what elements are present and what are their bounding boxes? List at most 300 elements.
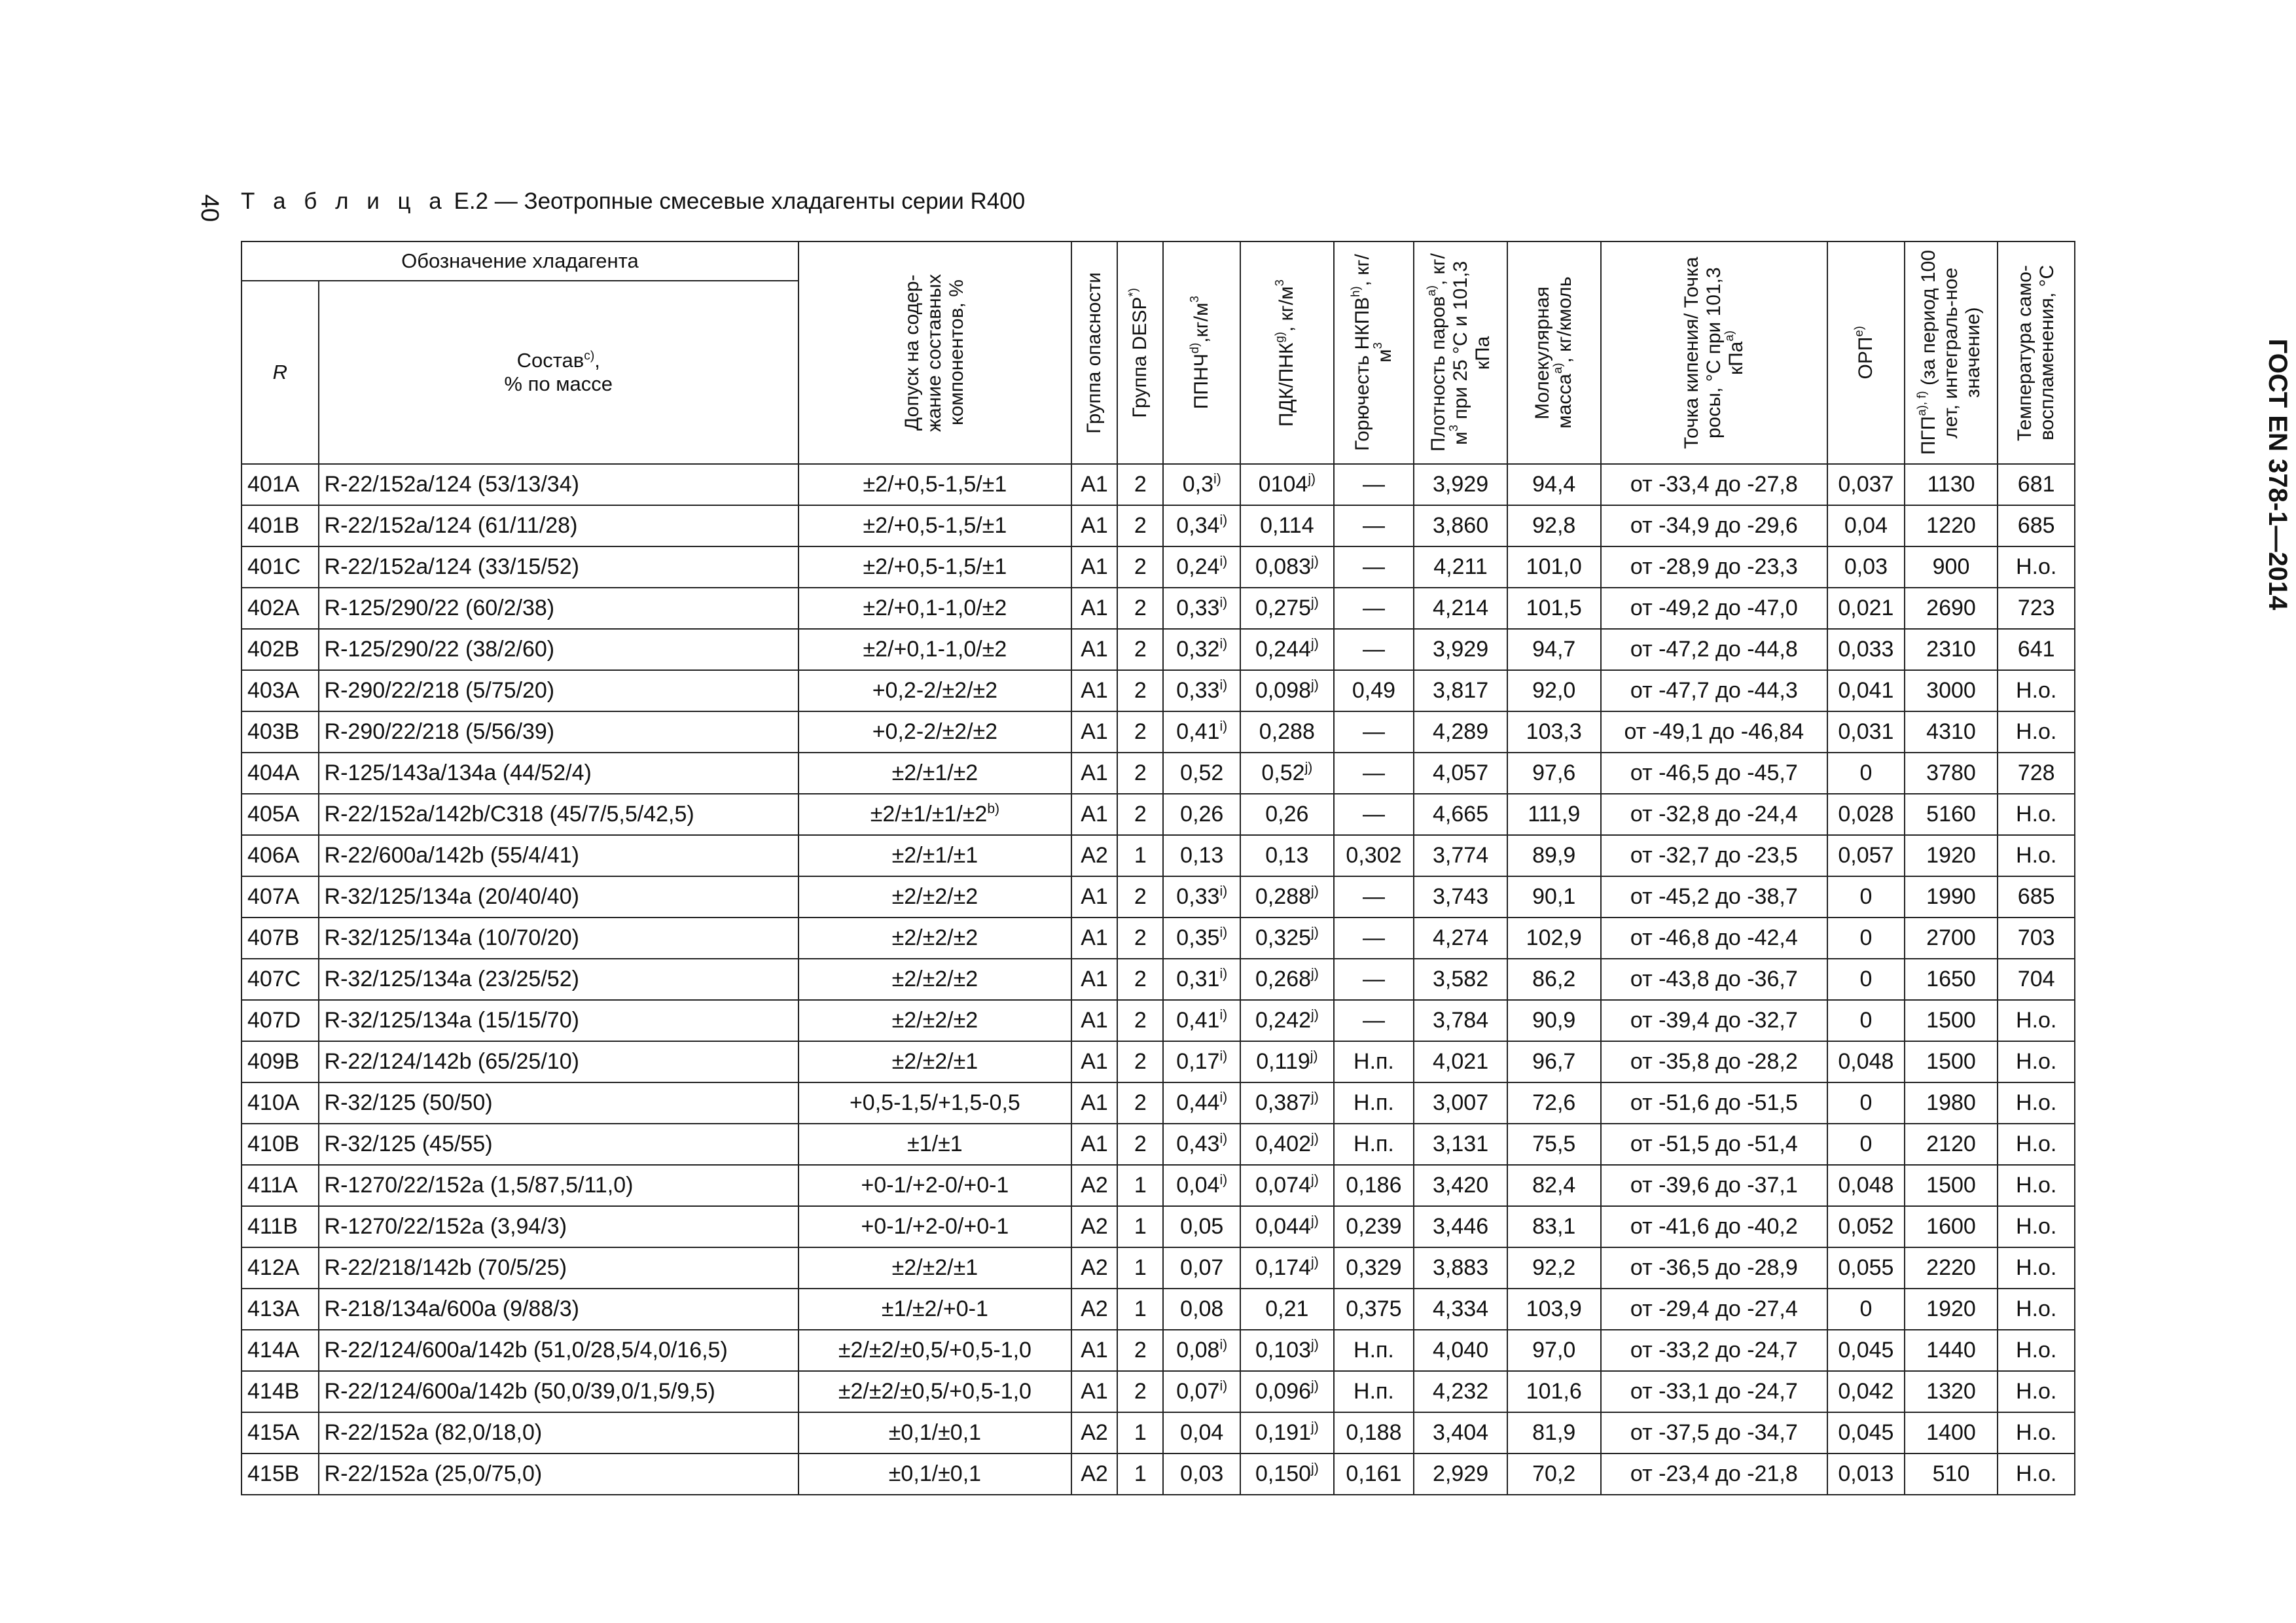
table-row xyxy=(242,1082,2075,1124)
cell-gwp: 1650 xyxy=(1905,959,1998,1000)
cell-practical-limit: 0,26 xyxy=(1240,794,1334,835)
cell-desp: 2 xyxy=(1117,753,1163,794)
cell-composition: R-32/125/134a (15/15/70) xyxy=(319,1000,798,1041)
cell-practical-limit: 0,21 xyxy=(1240,1289,1334,1330)
cell-atel: 0,31$^{i)}$ xyxy=(1163,959,1240,1000)
cell-gwp: 1500 xyxy=(1905,1041,1998,1082)
cell-gwp: 1920 xyxy=(1905,835,1998,876)
cell-desp: 2 xyxy=(1117,711,1163,753)
cell-r: 401B xyxy=(242,505,319,546)
cell-autoignition: Н.о. xyxy=(1998,1041,2075,1082)
cell-composition: R-32/125/134a (20/40/40) xyxy=(319,876,798,918)
cell-safety-group: A1 xyxy=(1071,959,1117,1000)
cell-boiling-point: от -49,1 до -46,84 xyxy=(1601,711,1828,753)
cell-autoignition: Н.о. xyxy=(1998,1124,2075,1165)
cell-desp: 1 xyxy=(1117,1412,1163,1454)
cell-gwp: 1980 xyxy=(1905,1082,1998,1124)
cell-lfl: — xyxy=(1334,1000,1414,1041)
cell-vapour-density: 3,929 xyxy=(1414,464,1507,505)
cell-safety-group: A2 xyxy=(1071,1206,1117,1247)
cell-tolerance: +0,5-1,5/+1,5-0,5 xyxy=(798,1082,1071,1124)
cell-desp: 2 xyxy=(1117,588,1163,629)
cell-vapour-density: 3,817 xyxy=(1414,670,1507,711)
cell-r: 401C xyxy=(242,546,319,588)
cell-odp: 0,048 xyxy=(1827,1165,1905,1206)
table-row xyxy=(242,794,2075,835)
cell-tolerance: ±2/±1/±1 xyxy=(798,835,1071,876)
cell-composition: R-125/143a/134a (44/52/4) xyxy=(319,753,798,794)
cell-safety-group: A1 xyxy=(1071,711,1117,753)
table-row xyxy=(242,1454,2075,1495)
header-safety-group: Группа опасности xyxy=(1071,241,1117,464)
cell-lfl: — xyxy=(1334,588,1414,629)
cell-tolerance: ±0,1/±0,1 xyxy=(798,1454,1071,1495)
cell-practical-limit: 0,083$^{j)}$ xyxy=(1240,546,1334,588)
cell-gwp: 5160 xyxy=(1905,794,1998,835)
cell-r: 407C xyxy=(242,959,319,1000)
cell-boiling-point: от -46,8 до -42,4 xyxy=(1601,918,1828,959)
cell-composition: R-125/290/22 (38/2/60) xyxy=(319,629,798,670)
cell-tolerance: ±2/+0,5-1,5/±1 xyxy=(798,464,1071,505)
cell-autoignition: Н.о. xyxy=(1998,1000,2075,1041)
cell-tolerance: ±0,1/±0,1 xyxy=(798,1412,1071,1454)
cell-lfl: Н.п. xyxy=(1334,1124,1414,1165)
cell-molar-mass: 101,0 xyxy=(1507,546,1601,588)
cell-safety-group: A1 xyxy=(1071,629,1117,670)
cell-odp: 0 xyxy=(1827,918,1905,959)
cell-atel: 0,24$^{i)}$ xyxy=(1163,546,1240,588)
cell-tolerance: ±2/±2/±1 xyxy=(798,1247,1071,1289)
cell-safety-group: A1 xyxy=(1071,546,1117,588)
cell-safety-group: A2 xyxy=(1071,1454,1117,1495)
cell-practical-limit: 0,174$^{j)}$ xyxy=(1240,1247,1334,1289)
cell-vapour-density: 3,131 xyxy=(1414,1124,1507,1165)
cell-lfl: 0,329 xyxy=(1334,1247,1414,1289)
cell-practical-limit: 0,275$^{j)}$ xyxy=(1240,588,1334,629)
cell-tolerance: ±2/±2/±2 xyxy=(798,1000,1071,1041)
cell-practical-limit: 0,52$^{j)}$ xyxy=(1240,753,1334,794)
cell-odp: 0,041 xyxy=(1827,670,1905,711)
cell-lfl: — xyxy=(1334,753,1414,794)
cell-practical-limit: 0,402$^{j)}$ xyxy=(1240,1124,1334,1165)
cell-molar-mass: 72,6 xyxy=(1507,1082,1601,1124)
table-row xyxy=(242,1412,2075,1454)
header-molar-mass: Молекулярная масса$^{a)}$, кг/кмоль xyxy=(1507,241,1601,464)
cell-practical-limit: 0,191$^{j)}$ xyxy=(1240,1412,1334,1454)
cell-boiling-point: от -33,1 до -24,7 xyxy=(1601,1371,1828,1412)
cell-atel: 0,26 xyxy=(1163,794,1240,835)
cell-desp: 2 xyxy=(1117,670,1163,711)
header-autoignition: Температура само-воспламенения, °C xyxy=(1998,241,2075,464)
cell-boiling-point: от -36,5 до -28,9 xyxy=(1601,1247,1828,1289)
cell-atel: 0,17$^{i)}$ xyxy=(1163,1041,1240,1082)
cell-gwp: 4310 xyxy=(1905,711,1998,753)
cell-practical-limit: 0,288 xyxy=(1240,711,1334,753)
cell-composition: R-125/290/22 (60/2/38) xyxy=(319,588,798,629)
cell-tolerance: ±2/±2/±1 xyxy=(798,1041,1071,1082)
cell-r: 407D xyxy=(242,1000,319,1041)
cell-odp: 0 xyxy=(1827,753,1905,794)
cell-odp: 0,013 xyxy=(1827,1454,1905,1495)
cell-molar-mass: 97,0 xyxy=(1507,1330,1601,1371)
cell-molar-mass: 96,7 xyxy=(1507,1041,1601,1082)
cell-practical-limit: 0,242$^{j)}$ xyxy=(1240,1000,1334,1041)
cell-tolerance: ±2/±2/±2 xyxy=(798,918,1071,959)
cell-boiling-point: от -46,5 до -45,7 xyxy=(1601,753,1828,794)
cell-practical-limit: 0,268$^{j)}$ xyxy=(1240,959,1334,1000)
cell-autoignition: 641 xyxy=(1998,629,2075,670)
cell-desp: 2 xyxy=(1117,918,1163,959)
table-row xyxy=(242,1247,2075,1289)
table-row xyxy=(242,918,2075,959)
table-row xyxy=(242,1371,2075,1412)
cell-atel: 0,04$^{i)}$ xyxy=(1163,1165,1240,1206)
cell-odp: 0 xyxy=(1827,1124,1905,1165)
cell-gwp: 2690 xyxy=(1905,588,1998,629)
cell-autoignition: Н.о. xyxy=(1998,1082,2075,1124)
cell-boiling-point: от -39,6 до -37,1 xyxy=(1601,1165,1828,1206)
cell-lfl: 0,161 xyxy=(1334,1454,1414,1495)
cell-odp: 0,03 xyxy=(1827,546,1905,588)
cell-lfl: — xyxy=(1334,464,1414,505)
cell-odp: 0,028 xyxy=(1827,794,1905,835)
cell-r: 404A xyxy=(242,753,319,794)
cell-odp: 0 xyxy=(1827,1289,1905,1330)
cell-boiling-point: от -51,5 до -51,4 xyxy=(1601,1124,1828,1165)
cell-practical-limit: 0,119$^{j)}$ xyxy=(1240,1041,1334,1082)
cell-atel: 0,35$^{i)}$ xyxy=(1163,918,1240,959)
cell-autoignition: Н.о. xyxy=(1998,1412,2075,1454)
cell-molar-mass: 81,9 xyxy=(1507,1412,1601,1454)
cell-r: 414A xyxy=(242,1330,319,1371)
cell-composition: R-22/152a/124 (33/15/52) xyxy=(319,546,798,588)
cell-gwp: 1500 xyxy=(1905,1165,1998,1206)
cell-tolerance: +0,2-2/±2/±2 xyxy=(798,711,1071,753)
cell-r: 411B xyxy=(242,1206,319,1247)
cell-tolerance: ±2/+0,1-1,0/±2 xyxy=(798,588,1071,629)
cell-odp: 0 xyxy=(1827,1000,1905,1041)
cell-r: 407A xyxy=(242,876,319,918)
cell-boiling-point: от -49,2 до -47,0 xyxy=(1601,588,1828,629)
header-atel: $ППНЧ^{d)},кг/м^3$ xyxy=(1163,241,1240,464)
cell-lfl: — xyxy=(1334,629,1414,670)
cell-gwp: 1220 xyxy=(1905,505,1998,546)
cell-composition: R-32/125/134a (10/70/20) xyxy=(319,918,798,959)
cell-vapour-density: 4,289 xyxy=(1414,711,1507,753)
cell-lfl: 0,302 xyxy=(1334,835,1414,876)
cell-gwp: 900 xyxy=(1905,546,1998,588)
cell-molar-mass: 102,9 xyxy=(1507,918,1601,959)
cell-practical-limit: 0,074$^{j)}$ xyxy=(1240,1165,1334,1206)
cell-r: 403A xyxy=(242,670,319,711)
cell-safety-group: A1 xyxy=(1071,876,1117,918)
cell-r: 407B xyxy=(242,918,319,959)
cell-practical-limit: 0,114 xyxy=(1240,505,1334,546)
cell-vapour-density: 3,743 xyxy=(1414,876,1507,918)
cell-vapour-density: 3,929 xyxy=(1414,629,1507,670)
cell-atel: 0,03 xyxy=(1163,1454,1240,1495)
cell-lfl: Н.п. xyxy=(1334,1330,1414,1371)
cell-r: 402B xyxy=(242,629,319,670)
cell-boiling-point: от -34,9 до -29,6 xyxy=(1601,505,1828,546)
cell-safety-group: A1 xyxy=(1071,918,1117,959)
cell-safety-group: A1 xyxy=(1071,1000,1117,1041)
cell-r: 414B xyxy=(242,1371,319,1412)
cell-gwp: 1440 xyxy=(1905,1330,1998,1371)
cell-gwp: 1600 xyxy=(1905,1206,1998,1247)
cell-boiling-point: от -37,5 до -34,7 xyxy=(1601,1412,1828,1454)
refrigerants-table xyxy=(241,241,2075,1495)
cell-desp: 2 xyxy=(1117,1082,1163,1124)
cell-molar-mass: 101,5 xyxy=(1507,588,1601,629)
cell-molar-mass: 70,2 xyxy=(1507,1454,1601,1495)
cell-r: 409B xyxy=(242,1041,319,1082)
cell-r: 406A xyxy=(242,835,319,876)
page-number: 40 xyxy=(196,194,223,223)
cell-desp: 2 xyxy=(1117,505,1163,546)
cell-atel: 0,41$^{i)}$ xyxy=(1163,1000,1240,1041)
cell-practical-limit: 0,325$^{j)}$ xyxy=(1240,918,1334,959)
cell-gwp: 1320 xyxy=(1905,1371,1998,1412)
cell-odp: 0 xyxy=(1827,959,1905,1000)
cell-composition: R-22/152a/142b/C318 (45/7/5,5/42,5) xyxy=(319,794,798,835)
cell-lfl: — xyxy=(1334,711,1414,753)
cell-lfl: 0,188 xyxy=(1334,1412,1414,1454)
cell-autoignition: Н.о. xyxy=(1998,1247,2075,1289)
cell-atel: 0,41$^{i)}$ xyxy=(1163,711,1240,753)
caption-prefix: Т а б л и ц а xyxy=(241,188,448,214)
cell-composition: R-32/125 (50/50) xyxy=(319,1082,798,1124)
cell-vapour-density: 4,232 xyxy=(1414,1371,1507,1412)
cell-autoignition: Н.о. xyxy=(1998,835,2075,876)
cell-vapour-density: 4,040 xyxy=(1414,1330,1507,1371)
cell-molar-mass: 86,2 xyxy=(1507,959,1601,1000)
cell-atel: 0,05 xyxy=(1163,1206,1240,1247)
cell-desp: 2 xyxy=(1117,876,1163,918)
cell-safety-group: A2 xyxy=(1071,1412,1117,1454)
table-row xyxy=(242,670,2075,711)
cell-safety-group: A1 xyxy=(1071,464,1117,505)
cell-vapour-density: 4,274 xyxy=(1414,918,1507,959)
cell-autoignition: Н.о. xyxy=(1998,1289,2075,1330)
cell-safety-group: A1 xyxy=(1071,1124,1117,1165)
cell-practical-limit: 0,244$^{j)}$ xyxy=(1240,629,1334,670)
cell-vapour-density: 3,420 xyxy=(1414,1165,1507,1206)
cell-gwp: 2310 xyxy=(1905,629,1998,670)
cell-composition: R-290/22/218 (5/56/39) xyxy=(319,711,798,753)
cell-lfl: — xyxy=(1334,918,1414,959)
cell-desp: 2 xyxy=(1117,1124,1163,1165)
cell-molar-mass: 97,6 xyxy=(1507,753,1601,794)
table-row xyxy=(242,835,2075,876)
header-tolerance: Допуск на содер-жание составных компонентов, % xyxy=(798,241,1071,464)
table-row xyxy=(242,629,2075,670)
cell-tolerance: +0-1/+2-0/+0-1 xyxy=(798,1206,1071,1247)
cell-molar-mass: 92,0 xyxy=(1507,670,1601,711)
cell-practical-limit: 0,098$^{j)}$ xyxy=(1240,670,1334,711)
cell-vapour-density: 3,774 xyxy=(1414,835,1507,876)
cell-molar-mass: 111,9 xyxy=(1507,794,1601,835)
cell-autoignition: 685 xyxy=(1998,876,2075,918)
cell-r: 413A xyxy=(242,1289,319,1330)
cell-vapour-density: 3,007 xyxy=(1414,1082,1507,1124)
document-title: ГОСТ EN 378-1—2014 xyxy=(2263,338,2292,611)
cell-gwp: 1990 xyxy=(1905,876,1998,918)
cell-odp: 0,04 xyxy=(1827,505,1905,546)
table-row xyxy=(242,1165,2075,1206)
cell-practical-limit: 0,288$^{j)}$ xyxy=(1240,876,1334,918)
cell-tolerance: ±2/+0,5-1,5/±1 xyxy=(798,505,1071,546)
table-row xyxy=(242,1206,2075,1247)
cell-molar-mass: 101,6 xyxy=(1507,1371,1601,1412)
header-vapour-density: Плотность паров$^{a)}$, $кг/м^3$ при 25 °C и 101,3 кПа xyxy=(1414,241,1507,464)
cell-r: 415B xyxy=(242,1454,319,1495)
cell-boiling-point: от -45,2 до -38,7 xyxy=(1601,876,1828,918)
cell-molar-mass: 90,1 xyxy=(1507,876,1601,918)
table-row xyxy=(242,1124,2075,1165)
cell-composition: R-22/152a (82,0/18,0) xyxy=(319,1412,798,1454)
cell-molar-mass: 89,9 xyxy=(1507,835,1601,876)
cell-odp: 0,045 xyxy=(1827,1412,1905,1454)
cell-molar-mass: 94,4 xyxy=(1507,464,1601,505)
cell-autoignition: Н.о. xyxy=(1998,670,2075,711)
table-row xyxy=(242,464,2075,505)
cell-lfl: Н.п. xyxy=(1334,1041,1414,1082)
cell-tolerance: ±2/+0,1-1,0/±2 xyxy=(798,629,1071,670)
cell-tolerance: ±2/±2/±2 xyxy=(798,876,1071,918)
cell-desp: 2 xyxy=(1117,1371,1163,1412)
cell-odp: 0,057 xyxy=(1827,835,1905,876)
header-refrigerant-designation: Обозначение хладагента xyxy=(242,241,798,281)
cell-autoignition: 704 xyxy=(1998,959,2075,1000)
cell-composition: R-1270/22/152a (3,94/3) xyxy=(319,1206,798,1247)
cell-tolerance: ±2/±2/±0,5/+0,5-1,0 xyxy=(798,1371,1071,1412)
table-row xyxy=(242,1289,2075,1330)
cell-safety-group: A1 xyxy=(1071,794,1117,835)
cell-safety-group: A2 xyxy=(1071,1165,1117,1206)
cell-desp: 2 xyxy=(1117,794,1163,835)
cell-vapour-density: 4,665 xyxy=(1414,794,1507,835)
cell-autoignition: 723 xyxy=(1998,588,2075,629)
cell-autoignition: Н.о. xyxy=(1998,1330,2075,1371)
cell-molar-mass: 90,9 xyxy=(1507,1000,1601,1041)
cell-atel: 0,07 xyxy=(1163,1247,1240,1289)
cell-gwp: 3000 xyxy=(1905,670,1998,711)
cell-boiling-point: от -51,6 до -51,5 xyxy=(1601,1082,1828,1124)
cell-tolerance: +0,2-2/±2/±2 xyxy=(798,670,1071,711)
cell-boiling-point: от -47,7 до -44,3 xyxy=(1601,670,1828,711)
cell-boiling-point: от -43,8 до -36,7 xyxy=(1601,959,1828,1000)
cell-lfl: — xyxy=(1334,546,1414,588)
cell-molar-mass: 75,5 xyxy=(1507,1124,1601,1165)
header-lfl: Горючесть НКПВ$^{h)}$, $кг/м^3$ xyxy=(1334,241,1414,464)
cell-practical-limit: 0,150$^{j)}$ xyxy=(1240,1454,1334,1495)
table-row xyxy=(242,1041,2075,1082)
cell-vapour-density: 4,211 xyxy=(1414,546,1507,588)
cell-molar-mass: 94,7 xyxy=(1507,629,1601,670)
cell-safety-group: A1 xyxy=(1071,670,1117,711)
cell-boiling-point: от -35,8 до -28,2 xyxy=(1601,1041,1828,1082)
cell-vapour-density: 4,021 xyxy=(1414,1041,1507,1082)
cell-composition: R-22/152a (25,0/75,0) xyxy=(319,1454,798,1495)
cell-odp: 0,031 xyxy=(1827,711,1905,753)
header-r: R xyxy=(242,281,319,464)
cell-atel: 0,3$^{i)}$ xyxy=(1163,464,1240,505)
cell-boiling-point: от -39,4 до -32,7 xyxy=(1601,1000,1828,1041)
cell-boiling-point: от -41,6 до -40,2 xyxy=(1601,1206,1828,1247)
cell-vapour-density: 3,582 xyxy=(1414,959,1507,1000)
cell-gwp: 2700 xyxy=(1905,918,1998,959)
cell-odp: 0,048 xyxy=(1827,1041,1905,1082)
cell-safety-group: A1 xyxy=(1071,505,1117,546)
cell-atel: 0,13 xyxy=(1163,835,1240,876)
cell-composition: R-22/152a/124 (53/13/34) xyxy=(319,464,798,505)
cell-autoignition: Н.о. xyxy=(1998,711,2075,753)
cell-practical-limit: 0,044$^{j)}$ xyxy=(1240,1206,1334,1247)
table-caption xyxy=(241,188,1025,215)
cell-composition: R-290/22/218 (5/75/20) xyxy=(319,670,798,711)
cell-vapour-density: 4,334 xyxy=(1414,1289,1507,1330)
cell-safety-group: A2 xyxy=(1071,1247,1117,1289)
cell-gwp: 3780 xyxy=(1905,753,1998,794)
cell-odp: 0 xyxy=(1827,1082,1905,1124)
cell-atel: 0,32$^{i)}$ xyxy=(1163,629,1240,670)
cell-atel: 0,34$^{i)}$ xyxy=(1163,505,1240,546)
cell-boiling-point: от -47,2 до -44,8 xyxy=(1601,629,1828,670)
cell-lfl: — xyxy=(1334,794,1414,835)
cell-odp: 0,021 xyxy=(1827,588,1905,629)
cell-atel: 0,52 xyxy=(1163,753,1240,794)
cell-lfl: — xyxy=(1334,876,1414,918)
cell-autoignition: 685 xyxy=(1998,505,2075,546)
cell-odp: 0,033 xyxy=(1827,629,1905,670)
cell-composition: R-32/125/134a (23/25/52) xyxy=(319,959,798,1000)
cell-autoignition: 703 xyxy=(1998,918,2075,959)
cell-r: 410A xyxy=(242,1082,319,1124)
cell-tolerance: $\pm 2/\pm 1/\pm 1/\pm 2^{b)}$ xyxy=(798,794,1071,835)
cell-odp: 0,045 xyxy=(1827,1330,1905,1371)
cell-atel: 0,07$^{i)}$ xyxy=(1163,1371,1240,1412)
cell-molar-mass: 82,4 xyxy=(1507,1165,1601,1206)
table-row xyxy=(242,1000,2075,1041)
cell-vapour-density: 4,057 xyxy=(1414,753,1507,794)
cell-tolerance: ±2/±2/±2 xyxy=(798,959,1071,1000)
cell-safety-group: A1 xyxy=(1071,588,1117,629)
cell-safety-group: A1 xyxy=(1071,1330,1117,1371)
cell-gwp: 1400 xyxy=(1905,1412,1998,1454)
cell-tolerance: ±2/±2/±0,5/+0,5-1,0 xyxy=(798,1330,1071,1371)
table-row xyxy=(242,876,2075,918)
cell-r: 401A xyxy=(242,464,319,505)
cell-atel: 0,08 xyxy=(1163,1289,1240,1330)
cell-boiling-point: от -32,8 до -24,4 xyxy=(1601,794,1828,835)
cell-desp: 2 xyxy=(1117,546,1163,588)
cell-odp: 0,037 xyxy=(1827,464,1905,505)
cell-autoignition: Н.о. xyxy=(1998,1371,2075,1412)
cell-vapour-density: 2,929 xyxy=(1414,1454,1507,1495)
cell-lfl: Н.п. xyxy=(1334,1082,1414,1124)
cell-autoignition: Н.о. xyxy=(1998,1454,2075,1495)
cell-composition: R-22/124/142b (65/25/10) xyxy=(319,1041,798,1082)
cell-tolerance: +0-1/+2-0/+0-1 xyxy=(798,1165,1071,1206)
cell-tolerance: ±2/+0,5-1,5/±1 xyxy=(798,546,1071,588)
cell-safety-group: A2 xyxy=(1071,835,1117,876)
cell-r: 405A xyxy=(242,794,319,835)
cell-atel: 0,43$^{i)}$ xyxy=(1163,1124,1240,1165)
cell-gwp: 2120 xyxy=(1905,1124,1998,1165)
cell-vapour-density: 3,446 xyxy=(1414,1206,1507,1247)
cell-odp: 0,055 xyxy=(1827,1247,1905,1289)
